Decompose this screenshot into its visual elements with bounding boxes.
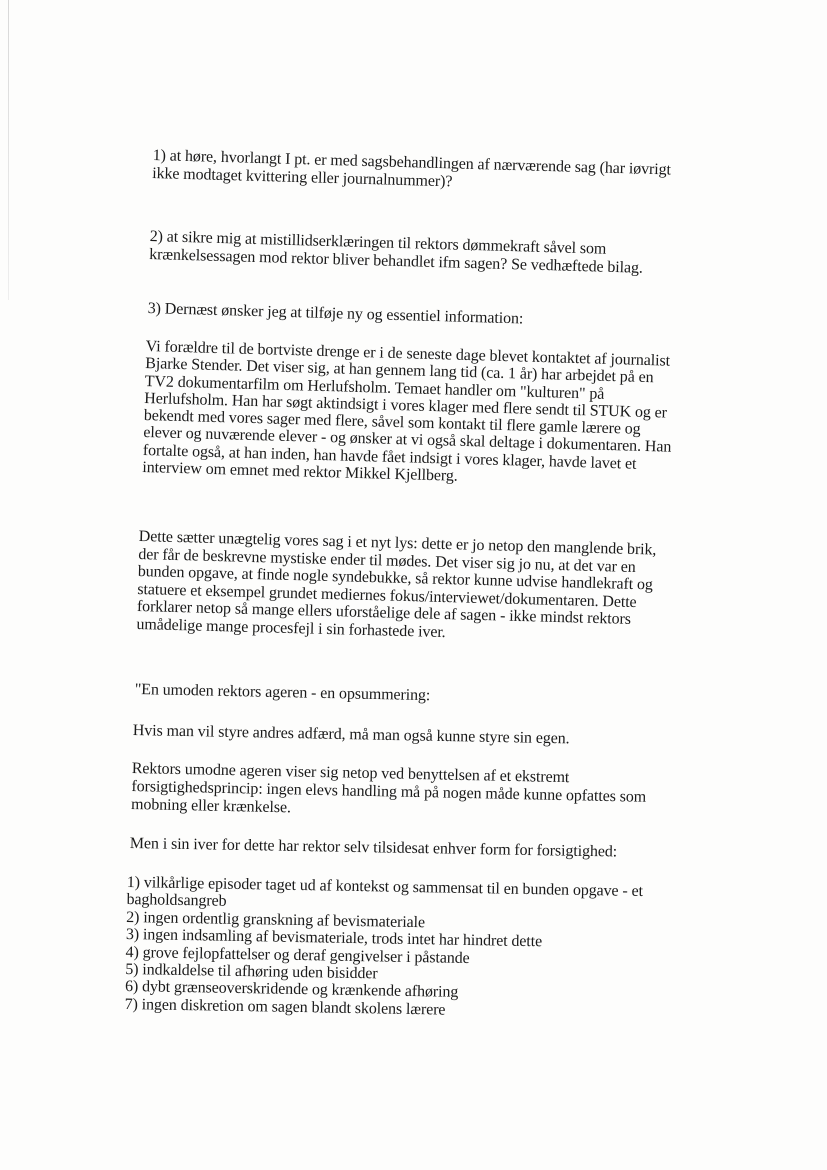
quote-line: Hvis man vil styre andres adfærd, må man også kunne styre sin egen.: [132, 722, 570, 748]
request-item-3: 3) Dernæst ønsker jeg at tilføje ny og essentiel information:: [147, 300, 524, 328]
errors-list: 1) vilkårlige episoder taget ud af kontekst og sammensat til en bunden opgave - et bagholdsangreb 2) ingen ordentlig granskning af bevismateriale 3) ingen indsamling af bevismateriale, trods intet har hindret dette 4) grove fejlopfattelser og deraf gengivelser i påstande 5) indkaldelse til afhøring uden bisidder 6) dybt grænseoverskridende og krænkende afhøring 7) ingen diskretion om sagen blandt skolens lærere: [124, 874, 644, 1019]
request-item-2: 2) at sikre mig at mistillidserklæringen til rektors dømmekraft såvel som krænkelsessagen mod rektor bliver behandlet ifm sagen? Se vedhæftede bilag.: [149, 228, 644, 277]
journalist-paragraph: Vi forældre til de bortviste drenge er i de seneste dage blevet kontaktet af journalist Bjarke Stender. Det viser sig, at han gennem lang tid (ca. 1 år) har arbejdet på en TV2 dokumentarfilm om Herlufsholm. Temaet handler om "kulturen" på Herlufsholm. Han har søgt aktindsigt i vores klager med flere sendt til STUK og er bekendt med vores sager med flere, såvel som kontakt til flere gamle lærere og elever og nuværende elever - og ønsker at vi også skal deltage i dokumentaren. Han fortalte også, at han inden, han havde fået indsigt i vores klager, havde lavet et interview om emnet med rektor Mikkel Kjellberg.: [142, 338, 672, 485]
summary-heading: "En umoden rektors ageren - en opsummering:: [134, 681, 431, 705]
caution-paragraph: Men i sin iver for dette har rektor selv tilsidesat enhver form for forsigtighed:: [129, 835, 618, 861]
request-item-1: 1) at høre, hvorlangt I pt. er med sagsbehandlingen af nærværende sag (har iøvrigt ikke modtaget kvittering eller journalnummer)?: [152, 147, 672, 191]
principle-paragraph: Rektors umodne ageren viser sig netop ved benyttelsen af et ekstremt forsigtighedsprincip: ingen elevs handling må på nogen måde kunne opfattes som mobning eller krænkelse.: [130, 760, 647, 816]
context-paragraph: Dette sætter unægtelig vores sag i et nyt lys: dette er jo netop den manglende brik, der får de beskrevne mystiske ender til mødes. Det viser sig jo nu, at det var en bunden opgave, at finde nogle syndebukke, så rektor kunne udvise handlekraft og statuere et eksempel grundet mediernes fokus/interviewet/dokumentaren. Dette forklarer netop så mange ellers uforståelige dele af sagen - ikke mindst rektors umådelige mange procesfejl i sin forhastede iver.: [136, 528, 657, 642]
